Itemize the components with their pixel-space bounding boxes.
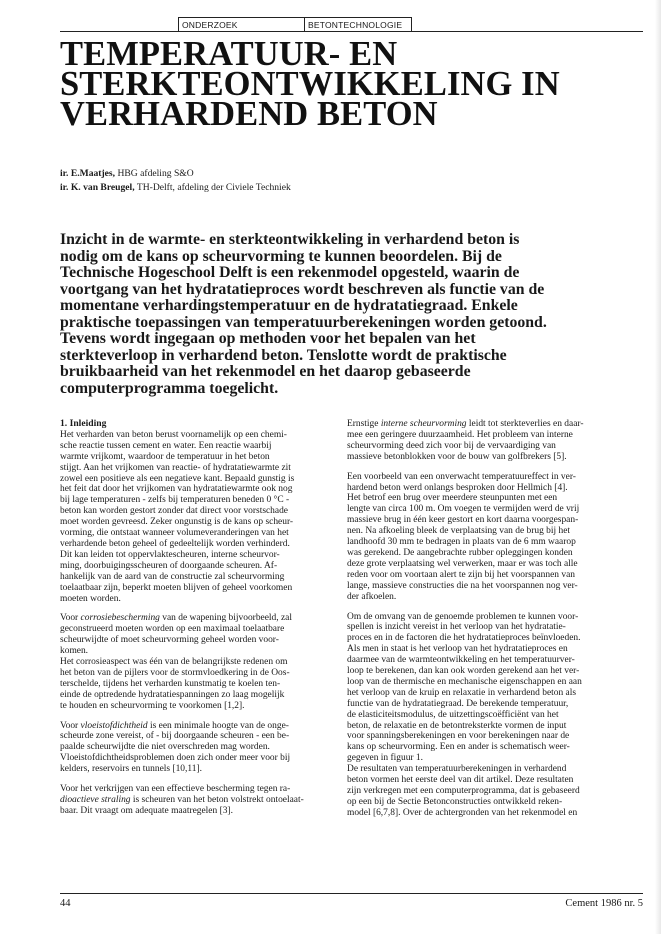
intro-line: Inzicht in de warmte- en sterkteontwikkeling in verhardend beton is <box>60 231 520 248</box>
text-run: van de wapening bijvoorbeeld, zal <box>159 613 292 624</box>
text-line: beton vormen het eerste deel van dit artikel. Deze resultaten <box>347 775 574 786</box>
text-line: Voor het verkrijgen van een effectieve bescherming tegen ra- <box>60 784 291 795</box>
paragraph <box>60 430 336 605</box>
text-line: de elasticiteitsmodulus, de uitzettingscoëfficiënt van het <box>347 709 559 720</box>
text-line: geconstrueerd moeten worden op een maximaal toelaatbare <box>60 624 285 635</box>
text-line: scheurvorming deed zich voor bij de vervaardiging van <box>347 440 556 451</box>
text-line: Om de omvang van de genoemde problemen te kunnen voor- <box>347 611 579 622</box>
left-column <box>60 419 336 826</box>
text-line: landhoofd 30 mm te bedragen in plaats van de 6 mm waarop <box>347 537 576 548</box>
text-line: proces en in de factoren die het hydratatieproces beïnvloeden. <box>347 633 581 644</box>
text-line: sche reactie tussen cement en water. Een reactie waarbij <box>60 440 272 451</box>
page-number: 44 <box>60 898 71 909</box>
header-rule <box>60 31 643 32</box>
text-line: te houden en scheurvorming te voorkomen [1,2]. <box>60 700 245 711</box>
text-line: massieve betonblokken voor de bouw van golfbrekers [5]. <box>347 451 567 462</box>
text-run: is scheuren van het beton volstrekt ontoelaat- <box>130 795 304 805</box>
text-line: nen. Na afkoeling bleek de verplaatsing van de brug bij het <box>347 526 571 537</box>
text-line: bij lage temperaturen - zelfs bij temperaturen beneden 0 °C - <box>60 495 290 506</box>
text-line: Als men in staat is het verloop van het hydratatieproces en <box>347 644 568 655</box>
intro-line: Tevens wordt ingegaan op methoden voor het bepalen van het <box>60 330 476 347</box>
text-line: het feit dat door het vrijkomen van hydratatiewarmte ook nog <box>60 484 293 495</box>
text-line: kelders, reservoirs en tunnels [10,11]. <box>60 764 202 775</box>
topic-label: BETONTECHNOLOGIE <box>308 19 403 30</box>
text-line: reden voor om voortaan alert te zijn bij het voorspannen van <box>347 569 575 580</box>
text-line: beton kan worden gestort zonder dat direct voor vorstschade <box>60 506 288 517</box>
intro-abstract <box>60 232 645 397</box>
article-title <box>60 35 645 133</box>
text-line: paalde scheurwijdte die niet overschreden mag worden. <box>60 742 270 753</box>
text-line: warmte vrijkomt, waardoor de temperatuur in het beton <box>60 451 270 462</box>
author-affiliation: HBG afdeling S&O <box>115 168 194 179</box>
text-line: loop van de thermische en mechanische eigenschappen en aan <box>347 676 582 687</box>
text-line: Dit kan leiden tot oppervlaktescheuren, interne scheurvor- <box>60 549 280 560</box>
text-line: zijn verkregen met een computerprogramma, dat is gebaseerd <box>347 786 580 796</box>
text-line: vorming, die ontstaat wanneer volumeveranderingen van het <box>60 528 289 539</box>
text-line: mee een geringere duurzaamheid. Het probleem van interne <box>347 429 573 440</box>
text-run: Voor <box>60 720 81 731</box>
author <box>60 167 291 181</box>
text-line: stijgt. Aan het vrijkomen van reactie- of hydratatiewarmte zit <box>60 462 291 473</box>
text-line <box>347 419 644 430</box>
text-line: kans op scheurvorming. Een en ander is schematisch weer- <box>347 742 570 753</box>
text-line: einde de optredende hydratatiespanningen zo laag mogelijk <box>60 689 285 700</box>
text-line <box>60 613 336 624</box>
paragraph <box>347 612 644 819</box>
text-line: loop te berekenen, dan kan ook worden gerekend aan het ver- <box>347 666 580 677</box>
intro-line: sterkteverloop in verhardend beton. Tenslotte wordt de praktische <box>60 346 507 364</box>
text-line: Het corrosieaspect was één van de belangrijkste redenen om <box>60 657 288 668</box>
text-line: scheurde zone vereist, of - bij doorgaande scheuren - een be- <box>60 731 290 742</box>
text-line: De resultaten van temperatuurberekeningen in verhardend <box>347 764 567 775</box>
title-line: TEMPERATUUR- EN <box>60 35 398 73</box>
text-line: was gerekend. De aangebrachte rubber opleggingen konden <box>347 547 573 558</box>
text-line: Het betrof een brug over meerdere steunpunten met een <box>347 493 558 504</box>
intro-line: nodig om de kans op scheurvorming te kunnen beoordelen. Bij de <box>60 247 502 265</box>
text-line: hankelijk van de aard van de constructie zal scheurvorming <box>60 571 285 582</box>
paragraph <box>347 472 644 603</box>
text-line <box>60 721 336 732</box>
text-line: daarmee van de warmteontwikkeling en het temperatuurver- <box>347 655 575 666</box>
paragraph <box>60 784 336 817</box>
title-line: VERHARDEND BETON <box>60 95 438 133</box>
intro-line: voortgang van het hydratatieproces wordt beschreven als functie van de <box>60 280 545 298</box>
section-label: ONDERZOEK <box>179 18 305 31</box>
text-line: Vloeistofdichtheidsproblemen doen zich onder meer voor bij <box>60 753 291 764</box>
intro-line: bruikbaarheid van het rekenmodel en het daarop gebaseerde <box>60 363 471 380</box>
author <box>60 181 291 195</box>
text-line: zowel een positieve als een negatieve kant. Bepaald gunstig is <box>60 473 295 484</box>
author-name: ir. K. van Breugel, <box>60 181 135 193</box>
italic-term: vloeistofdichtheid <box>80 720 148 731</box>
text-line: verhardende beton geheel of gedeeltelijk worden verhinderd. <box>60 538 290 549</box>
text-line: model [6,7,8]. Over de achtergronden van het rekenmodel en <box>347 807 578 818</box>
text-line: scheurwijdte of moet scheurvorming geheel worden voor- <box>60 635 279 646</box>
text-line <box>60 795 336 806</box>
text-line: functie van de hydratatiegraad. De berekende temperatuur, <box>347 698 569 709</box>
text-line: moeten worden. <box>60 593 121 604</box>
text-line: deze grote verplaatsing wel verwerken, maar er was toch alle <box>347 558 578 569</box>
text-run: Voor <box>60 613 81 624</box>
paragraph <box>60 613 336 711</box>
text-line: Het verharden van beton berust voornamelijk op een chemi- <box>60 429 287 440</box>
italic-term: dioactieve straling <box>60 795 131 805</box>
text-line: massieve brug in één keer gestort en kort daarna voorgespan- <box>347 515 579 526</box>
text-line: lange, massieve constructies die na het voorspannen nog ver- <box>347 580 578 591</box>
text-line: lengte van circa 100 m. Om voegen te vermijden werd de vrij <box>347 504 580 515</box>
paragraph <box>60 721 336 776</box>
section-heading: 1. Inleiding <box>60 418 107 429</box>
intro-line: Technische Hogeschool Delft is een rekenmodel opgesteld, waarin de <box>60 264 520 281</box>
text-line: beton, de relaxatie en de betontreksterkte vormen de input <box>347 720 567 731</box>
author-affiliation: TH-Delft, afdeling der Civiele Techniek <box>134 181 291 193</box>
text-line: komen. <box>60 646 89 657</box>
text-run: leidt tot sterkteverlies en daar- <box>466 419 584 429</box>
intro-line: momentane verhardingstemperatuur en de hydratatiegraad. Enkele <box>60 297 518 314</box>
text-line: het beton van de pijlers voor de stormvloedkering in de Oos- <box>60 667 290 678</box>
scan-edge-shadow <box>655 0 661 934</box>
text-line: het verloop van de kruip en relaxatie in verhardend beton als <box>347 687 577 698</box>
right-column <box>347 419 644 828</box>
text-line: der afkoelen. <box>347 591 397 602</box>
text-line: voor spanningsberekeningen en voor berekeningen naar de <box>347 731 570 742</box>
text-line: toelaatbaar zijn, beperkt moeten blijven of geheel voorkomen <box>60 582 293 593</box>
footer-rule <box>60 893 643 894</box>
text-line: spellen is inzicht vereist in het verloop van het hydratatie- <box>347 622 566 633</box>
italic-term: corrosiebescherming <box>80 613 160 624</box>
journal-issue: Cement 1986 nr. 5 <box>565 898 643 909</box>
text-line: hardend beton werd onlangs besproken door Hellmich [4]. <box>347 482 568 493</box>
section-header <box>178 17 412 32</box>
text-line: gegeven in figuur 1. <box>347 753 424 764</box>
intro-line: praktische toepassingen van temperatuurberekeningen worden getoond. <box>60 313 547 331</box>
text-line: ming, doorbuigingsscheuren of doorgaande scheuren. Af- <box>60 560 278 571</box>
text-line: Een voorbeeld van een onverwacht temperatuureffect in ver- <box>347 471 576 482</box>
text-line: terschelde, tijdens het verharden kunstmatig te koelen ten- <box>60 678 281 689</box>
intro-line: computerprogramma toegelicht. <box>60 379 279 397</box>
paragraph <box>347 419 644 463</box>
text-line: op een bij de Sectie Betonconstructies ontwikkeld reken- <box>347 796 563 807</box>
text-line: baar. Dit vraagt om adequate maatregelen [3]. <box>60 805 233 816</box>
text-run: is een minimale hoogte van de onge- <box>147 720 289 731</box>
text-run: Ernstige <box>347 419 381 429</box>
title-line: STERKTEONTWIKKELING IN <box>60 65 560 103</box>
author-list <box>60 167 291 194</box>
author-name: ir. E.Maatjes, <box>60 168 116 179</box>
italic-term: interne scheurvorming <box>380 419 467 429</box>
text-line: moet worden gevreesd. Zeker ongunstig is de kans op scheur- <box>60 517 294 528</box>
